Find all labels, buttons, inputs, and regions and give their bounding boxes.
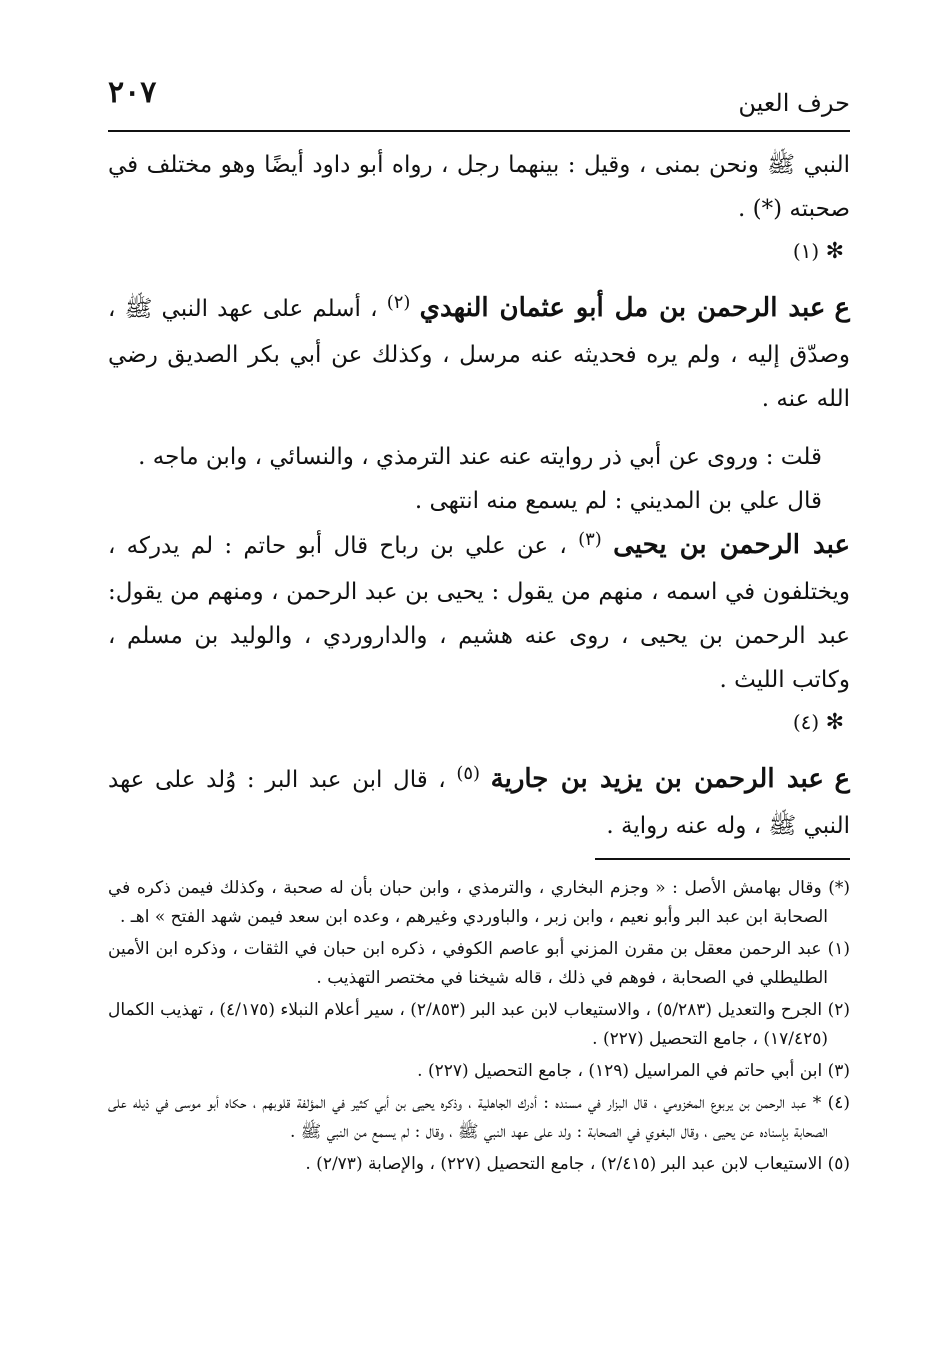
entry-jariya [108,757,850,848]
main-text [108,143,850,848]
entry-text: ، أسلم على عهد النبي ﷺ ، وصدّق إليه ، ولم يره فحديثه عنه مرسل ، وكذلك عن أبي بكر الصديق رضي الله عنه . [108,296,850,412]
footnote-4: (٤) * عبد الرحمن بن يربوع المخزومي ، قال البزار في مسنده : أدرك الجاهلية ، وذكره يحيى بن أبي كثير في المؤلفة قلوبهم ، حكاه أبو موسى في ذيله على الصحابة بإسناده عن يحيى ، وقال البغوي في الصحابة : ولد على عهد النبي ﷺ ، وقال : لم يسمع من النبي ﷺ . [108,1093,850,1142]
star-ref: (١) [792,239,820,263]
entry-ref: (٥) [456,763,481,784]
footnote-5: (٥) الاستيعاب لابن عبد البر (٢/٤١٥) ، جامع التحصيل (٢٢٧) ، والإصابة (٢/٧٣) . [305,1154,850,1174]
entry-text: ، قال ابن عبد البر : وُلد على عهد النبي ﷺ ، وله عنه رواية . [108,767,850,839]
entry-ref: (٣) [578,529,602,550]
entry-name: عبد الرحمن بن يزيد بن جارية [490,764,824,794]
header-rule [108,130,850,132]
asterisk-icon: ✻ [825,710,844,735]
footnote-1: (١) عبد الرحمن معقل بن مقرن المزني أبو عاصم الكوفي ، ذكره ابن حبان في الثقات ، وذكره ابن الأمين الطليطلي في الصحابة ، فوهم في ذلك ، قاله شيخنا في مختصر التهذيب . [108,939,850,988]
star-ref: (٤) [792,710,820,734]
footnote-rule [595,858,850,860]
entry-note-1: قلت : وروى عن أبي ذر روايته عنه عند الترمذي ، والنسائي ، وابن ماجه . [138,444,822,470]
footnotes [108,874,850,1182]
entry-ref: (٢) [386,292,411,313]
entry-note-2: قال علي بن المديني : لم يسمع منه انتهى . [414,488,822,514]
entry-nahdi [108,286,850,421]
entry-name: عبد الرحمن بن يحيى [613,530,851,560]
entry-text: ، عن علي بن رباح قال أبو حاتم : لم يدركه ، ويختلفون في اسمه ، منهم من يقول : يحيى بن عبد الرحمن ، ومنهم من يقول: عبد الرحمن بن يحيى ، روى عنه هشيم ، والداروردي ، والوليد بن مسلم ، وكاتب الليث . [108,533,850,693]
page-number: ٢٠٧ [108,75,157,110]
star-marker-2 [108,702,850,743]
footnote-2: (٢) الجرح والتعديل (٥/٢٨٣) ، والاستيعاب لابن عبد البر (٢/٨٥٣) ، سير أعلام النبلاء (٤/١٧٥) ، تهذيب الكمال (١٧/٤٢٥) ، جامع التحصيل (٢٢٧) . [108,1000,850,1049]
entry-name: عبد الرحمن بن مل أبو عثمان النهدي [419,293,826,323]
footnote-3: (٣) ابن أبي حاتم في المراسيل (١٢٩) ، جامع التحصيل (٢٢٧) . [417,1061,850,1081]
asterisk-icon: ✻ [825,239,844,264]
entry-prefix: ع [834,764,851,794]
entry-yahya [108,523,850,702]
star-marker-1 [108,231,850,272]
page-header [108,75,850,127]
footnote-star: (*) وقال بهامش الأصل : « وجزم البخاري ، والترمذي ، وابن حبان بأن له صحبة ، وكذلك فيمن ذكره في الصحابة ابن عبد البر وأبو نعيم ، وابن زبر ، والباوردي وغيرهم ، وعده ابن سعد فيمن شهد الفتح » اهـ . [108,878,850,927]
entry-prefix: ع [834,293,851,323]
paragraph-continuation: النبي ﷺ ونحن بمنى ، وقيل : بينهما رجل ، رواه أبو داود أيضًا وهو مختلف في صحبته (*) . [108,152,850,222]
running-title: حرف العين [738,89,850,117]
